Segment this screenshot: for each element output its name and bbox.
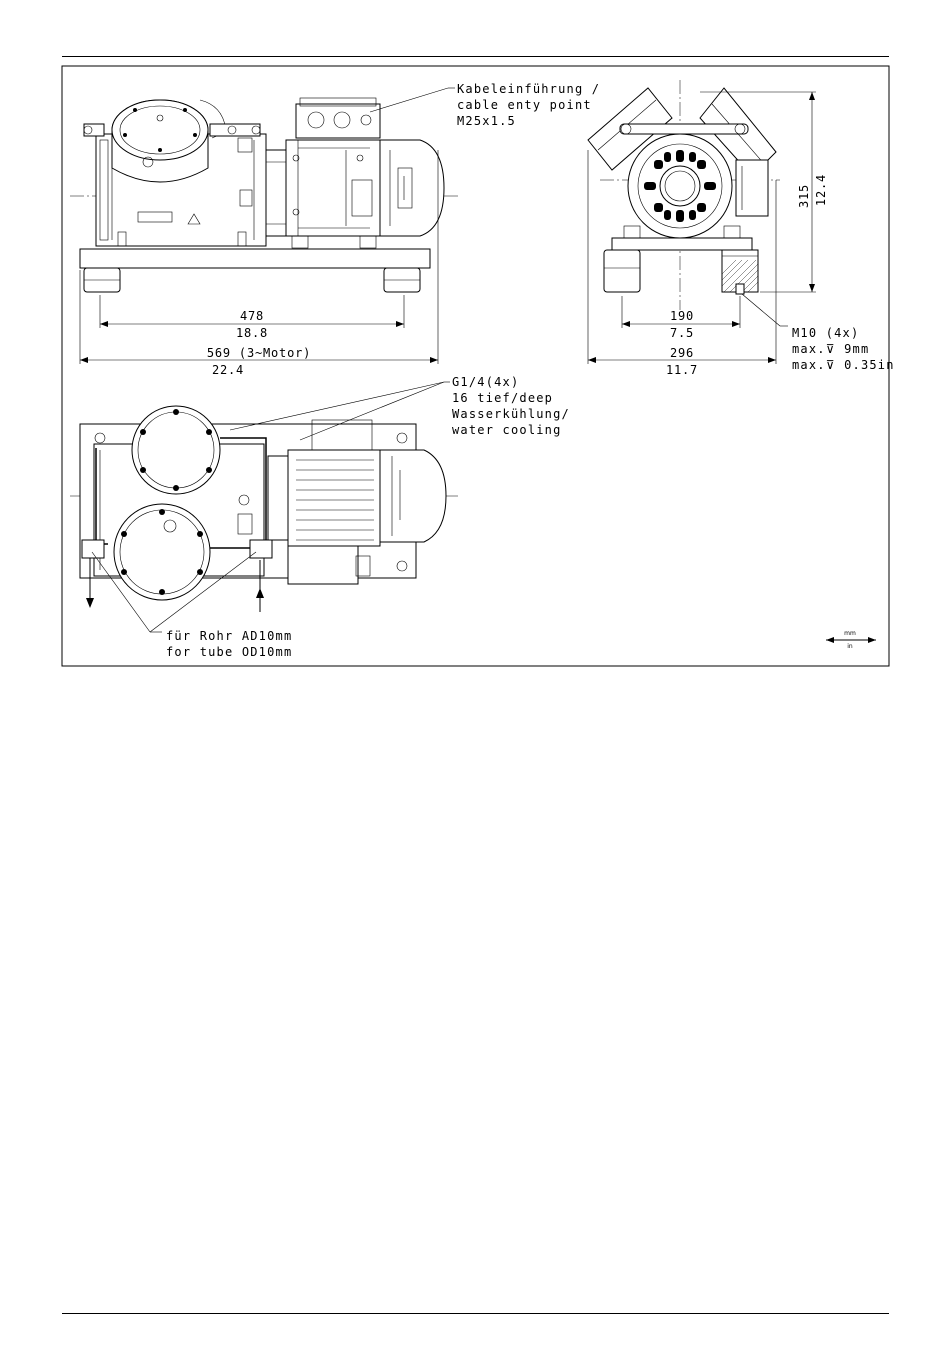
- label-max-in: max.⊽ 0.35in: [792, 358, 895, 372]
- dim-side-width-mm: 296: [669, 346, 695, 360]
- dim-side-feet-in: 7.5: [669, 326, 695, 340]
- label-cable-thread: M25x1.5: [457, 114, 516, 128]
- label-tube-en: for tube OD10mm: [166, 645, 293, 659]
- dim-side-feet-mm: 190: [669, 309, 695, 323]
- label-tube-de: für Rohr AD10mm: [166, 629, 293, 643]
- label-depth: 16 tief/deep: [452, 391, 554, 405]
- dim-height-mm: 315: [797, 183, 811, 209]
- dim-overall-in: 22.4: [211, 363, 245, 377]
- unit-key-mm: mm: [844, 630, 856, 637]
- unit-key: [826, 630, 876, 650]
- dim-side-width-in: 11.7: [665, 363, 699, 377]
- label-max-mm: max.⊽ 9mm: [792, 342, 870, 356]
- dim-feet-in: 18.8: [235, 326, 269, 340]
- unit-key-in: in: [847, 643, 853, 650]
- label-water-de: Wasserkühlung/: [452, 407, 570, 421]
- label-m10: M10 (4x): [792, 326, 860, 340]
- label-cable-entry-de: Kabeleinführung /: [457, 82, 601, 96]
- dim-overall-mm: 569 (3~Motor): [206, 346, 312, 360]
- label-g14: G1/4(4x): [452, 375, 520, 389]
- label-cable-entry-en: cable enty point: [457, 98, 592, 112]
- top-view: [70, 382, 460, 632]
- front-view: [70, 88, 460, 364]
- label-water-en: water cooling: [452, 423, 562, 437]
- side-view: [588, 80, 816, 364]
- dim-height-in: 12.4: [814, 173, 828, 207]
- dim-feet-mm: 478: [239, 309, 265, 323]
